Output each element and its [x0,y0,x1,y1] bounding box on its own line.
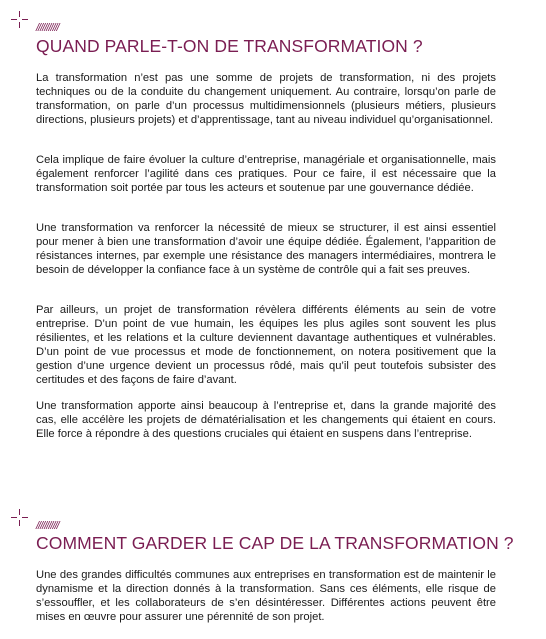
section-heading: QUAND PARLE-T-ON DE TRANSFORMATION ? [36,36,423,56]
crosshair-icon [11,509,28,526]
paragraph: La transformation n’est pas une somme de projets de transformation, ni des projets techniques ou de la conduite du changement uniquement. Au contraire, lorsqu’on parle de transformation, on parle d’un processus multidimensionnels (plusieurs métiers, plusieurs directions, plusieurs projets) et d’apprentissage, tant au niveau individuel qu’organisationnel. [36,72,496,126]
paragraph: Une transformation va renforcer la nécessité de mieux se structurer, il est ainsi essentiel pour mener à bien une transformation d’avoir une équipe dédiée. Également, l’apparition de résistances internes, par exemple une résistance des managers intermédiaires, montrera le besoin de développer la confiance face à un système de contrôle qui a fait ses preuves. [36,222,496,276]
paragraph: Par ailleurs, un projet de transformation révèlera différents éléments au sein de votre entreprise. D’un point de vue humain, les équipes les plus agiles sont souvent les plus résilientes, et les relations et la culture deviennent davantage authentiques et vulnérables. D’un point de vue processus et mode de fonctionnement, on notera positivement que la gestion d’une urgence devient un processus rôdé, mais qu’il peut toutefois subsister des certitudes et des façons de faire d’avant. [36,304,496,386]
paragraph: Une des grandes difficultés communes aux entreprises en transformation est de maintenir le dynamisme et la direction donnés à la transformation. Sans ces éléments, elle risque de s’essouffler, et les collaborateurs de s’en désintéresser. Différentes actions peuvent être mises en œuvre pour assurer une pérennité de son projet. [36,569,496,623]
decorative-slashes: /////////// [36,22,59,34]
section-heading: COMMENT GARDER LE CAP DE LA TRANSFORMATION ? [36,533,514,553]
paragraph: Cela implique de faire évoluer la culture d’entreprise, managériale et organisationnelle, mais également renforcer l’agilité dans ces pratiques. Pour ce faire, il est nécessaire que la transformation soit portée par tous les acteurs et soutenue par une gouvernance dédiée. [36,154,496,194]
paragraph: Une transformation apporte ainsi beaucoup à l’entreprise et, dans la grande majorité des cas, elle accélère les projets de dématérialisation et les changements qui étaient en cours. Elle force à répondre à des questions cruciales qui étaient en suspens dans l’entreprise. [36,400,496,440]
crosshair-icon [11,11,28,28]
decorative-slashes: /////////// [36,520,59,532]
